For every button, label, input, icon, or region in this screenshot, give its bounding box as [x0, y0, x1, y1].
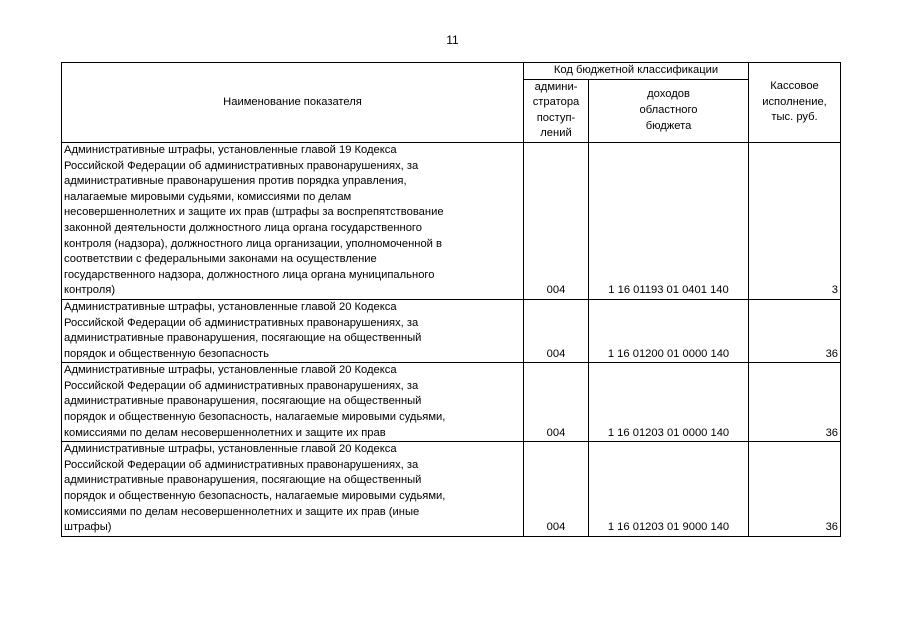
indicator-name-line: Административные штрафы, установленные главой 20 Кодекса	[64, 443, 397, 456]
header-administrator-line: стратора	[532, 96, 580, 109]
indicator-name-line: несовершеннолетних и защите их прав (штрафы за воспрепятствование	[64, 206, 444, 219]
indicator-name-line: порядок и общественную безопасность, налагаемые мировыми судьями,	[64, 490, 446, 503]
cash-execution-cell: 36	[749, 299, 841, 362]
indicator-name-line: административные правонарушения, посягающие на общественный	[64, 395, 422, 408]
page-number: 11	[446, 33, 459, 47]
indicator-name-line: соответствии с федеральными законами на осуществление	[64, 253, 377, 266]
indicator-name-cell	[62, 363, 524, 442]
header-classification-code: Код бюджетной классификации	[524, 63, 749, 80]
header-execution-line: тыс. руб.	[771, 111, 818, 124]
indicator-name-line: административные правонарушения против порядка управления,	[64, 175, 407, 188]
header-indicator-name: Наименование показателя	[62, 63, 524, 143]
header-regional-budget-income	[589, 79, 749, 142]
indicator-name-line: контроля)	[64, 284, 116, 297]
table-header-row-1	[62, 63, 841, 80]
header-execution-line: Кассовое	[770, 80, 819, 93]
indicator-name-line: порядок и общественную безопасность, налагаемые мировыми судьями,	[64, 411, 446, 424]
administrator-code-cell: 004	[524, 442, 589, 537]
income-code-cell: 1 16 01203 01 0000 140	[589, 363, 749, 442]
administrator-code-cell: 004	[524, 363, 589, 442]
indicator-name-line: Российской Федерации об административных правонарушениях, за	[64, 316, 419, 329]
indicator-name-cell	[62, 442, 524, 537]
budget-income-table	[61, 62, 841, 537]
indicator-name-line: Административные штрафы, установленные главой 20 Кодекса	[64, 364, 397, 377]
indicator-name-line: административные правонарушения, посягающие на общественный	[64, 332, 422, 345]
table-row	[62, 442, 841, 537]
indicator-name-line: комиссиями по делам несовершеннолетних и защите их прав	[64, 426, 386, 439]
administrator-code-cell: 004	[524, 142, 589, 299]
cash-execution-cell: 3	[749, 142, 841, 299]
indicator-name-line: Административные штрафы, установленные главой 20 Кодекса	[64, 300, 397, 313]
indicator-name-line: законной деятельности должностного лица органа государственного	[64, 221, 422, 234]
indicator-name-line: Российской Федерации об административных правонарушениях, за	[64, 159, 419, 172]
income-code-cell: 1 16 01200 01 0000 140	[589, 299, 749, 362]
header-income-line: бюджета	[645, 119, 692, 132]
income-code-cell: 1 16 01203 01 9000 140	[589, 442, 749, 537]
indicator-name-line: Российской Федерации об административных правонарушениях, за	[64, 458, 419, 471]
header-income-line: доходов	[647, 88, 690, 101]
indicator-name-line: порядок и общественную безопасность	[64, 347, 269, 360]
indicator-name-cell	[62, 142, 524, 299]
header-administrator-line: поступ-	[536, 111, 576, 124]
indicator-name-line: Административные штрафы, установленные главой 19 Кодекса	[64, 143, 397, 156]
header-administrator-line: лений	[540, 127, 572, 140]
indicator-name-line: налагаемые мировыми судьями, комиссиями по делам	[64, 190, 352, 203]
indicator-name-line: контроля (надзора), должностного лица организации, уполномоченной в	[64, 237, 442, 250]
cash-execution-cell: 36	[749, 442, 841, 537]
header-administrator-line: админи-	[534, 80, 578, 93]
indicator-name-line: Российской Федерации об административных правонарушениях, за	[64, 379, 419, 392]
header-income-line: областного	[639, 103, 698, 116]
header-administrator	[524, 79, 589, 142]
indicator-name-line: государственного надзора, должностного лица органа муниципального	[64, 268, 435, 281]
indicator-name-line: комиссиями по делам несовершеннолетних и защите их прав (иные	[64, 505, 420, 518]
table-row	[62, 363, 841, 442]
indicator-name-line: административные правонарушения, посягающие на общественный	[64, 474, 422, 487]
cash-execution-cell: 36	[749, 363, 841, 442]
header-execution-line: исполнение,	[762, 95, 827, 108]
administrator-code-cell: 004	[524, 299, 589, 362]
header-cash-execution	[749, 63, 841, 143]
table-row	[62, 142, 841, 299]
table-row	[62, 299, 841, 362]
indicator-name-line: штрафы)	[64, 521, 112, 534]
indicator-name-cell	[62, 299, 524, 362]
income-code-cell: 1 16 01193 01 0401 140	[589, 142, 749, 299]
